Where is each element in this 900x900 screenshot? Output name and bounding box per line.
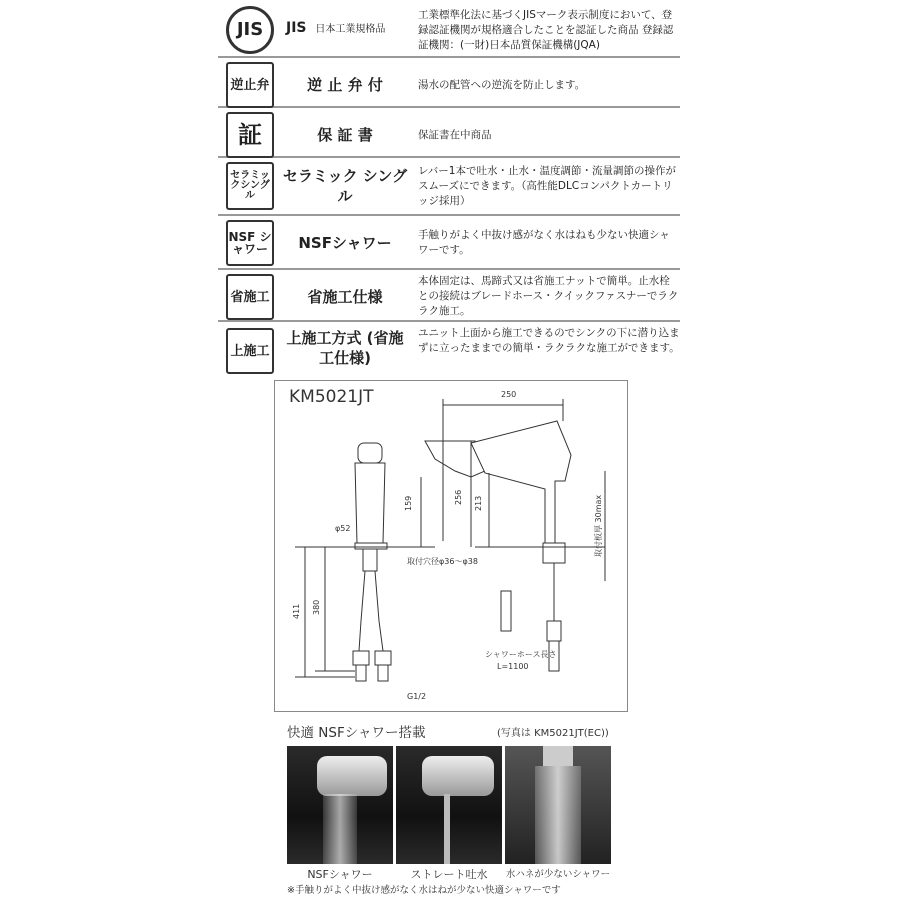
feature-easy-install [218, 270, 680, 322]
feature-check-valve [218, 58, 680, 108]
thread-size: G1/2 [407, 692, 427, 701]
dim-159: 159 [404, 495, 413, 511]
jis-mark-icon: JIS [226, 6, 274, 54]
dim-411: 411 [292, 603, 301, 619]
photos-title: 快適 NSFシャワー搭載 [287, 725, 426, 741]
photo-straight [396, 746, 502, 864]
dim-diameter: φ52 [335, 524, 351, 533]
feature-label: 逆 止 弁 付 [307, 76, 383, 94]
photo-label-straight: ストレート吐水 [410, 868, 488, 881]
feature-desc: 工業標準化法に基づくJISマーク表示制度において、登録認証機関が規格適合したことを認証した商品 登録認証機関：(一財)日本品質保証機構(JQA) [418, 9, 674, 51]
check-valve-icon: 逆止弁 [226, 62, 274, 108]
feature-label: NSFシャワー [298, 234, 392, 252]
hose-length-value: L=1100 [497, 662, 529, 671]
feature-label [286, 20, 416, 36]
feature-label: セラミック シングル [282, 167, 408, 205]
feature-nsf-shower [218, 216, 680, 270]
dim-hole: 取付穴径φ36〜φ38 [407, 557, 478, 566]
feature-label: 省施工仕様 [307, 288, 383, 306]
easy-install-icon: 省施工 [226, 274, 274, 320]
ceramic-single-icon: セラミックシングル [226, 162, 274, 210]
jis-sublabel: 日本工業規格品 [315, 24, 386, 35]
photo-nsf-shower [287, 746, 393, 864]
nsf-shower-icon: NSF シャワー [226, 220, 274, 266]
feature-top-install [218, 322, 680, 376]
jis-label: JIS [286, 20, 307, 36]
photos-note: (写真は KM5021JT(EC)) [497, 728, 609, 739]
feature-desc: 湯水の配管への逆流を防止します。 [418, 79, 586, 91]
feature-desc: ユニット上面から施工できるのでシンクの下に潜り込まずに立ったままでの簡単・ラクラクな施工ができます。 [418, 327, 680, 354]
footnote: ※手触りがよく中抜け感がなく水はねが少ない快適シャワーです [287, 885, 561, 896]
feature-label: 保 証 書 [317, 126, 373, 144]
hose-length-label: シャワーホース長さ [485, 650, 557, 659]
feature-desc: レバー1本で吐水・止水・温度調節・流量調節の操作がスムーズにできます。（高性能DLCコンパクトカートリッジ採用） [418, 165, 676, 207]
feature-desc: 本体固定は、馬蹄式又は省施工ナットで簡単。止水栓との接続はブレードホース・クイックファスナーでラクラク施工。 [418, 275, 679, 317]
model-number: KM5021JT [289, 387, 374, 407]
feature-warranty [218, 108, 680, 158]
top-install-icon: 上施工 [226, 328, 274, 374]
faucet-drawing [275, 381, 627, 711]
warranty-icon: 証 [226, 112, 274, 158]
photo-label-nsf: NSFシャワー [307, 868, 373, 881]
dim-213: 213 [474, 495, 483, 511]
dim-256: 256 [454, 489, 463, 505]
photo-label-low-splash: 水ハネが少ないシャワー [505, 869, 611, 880]
feature-desc: 保証書在中商品 [418, 129, 492, 141]
dim-width: 250 [501, 390, 517, 399]
dimension-diagram [274, 380, 628, 712]
feature-desc: 手触りがよく中抜け感がなく水はねも少ない快適シャワーです。 [418, 229, 670, 256]
photo-low-splash [505, 746, 611, 864]
feature-ceramic [218, 158, 680, 216]
feature-label: 上施工方式 (省施工仕様) [286, 329, 404, 367]
dim-380: 380 [312, 599, 321, 615]
dim-thickness: 取付板厚 30max [594, 494, 603, 557]
feature-jis [218, 2, 680, 58]
